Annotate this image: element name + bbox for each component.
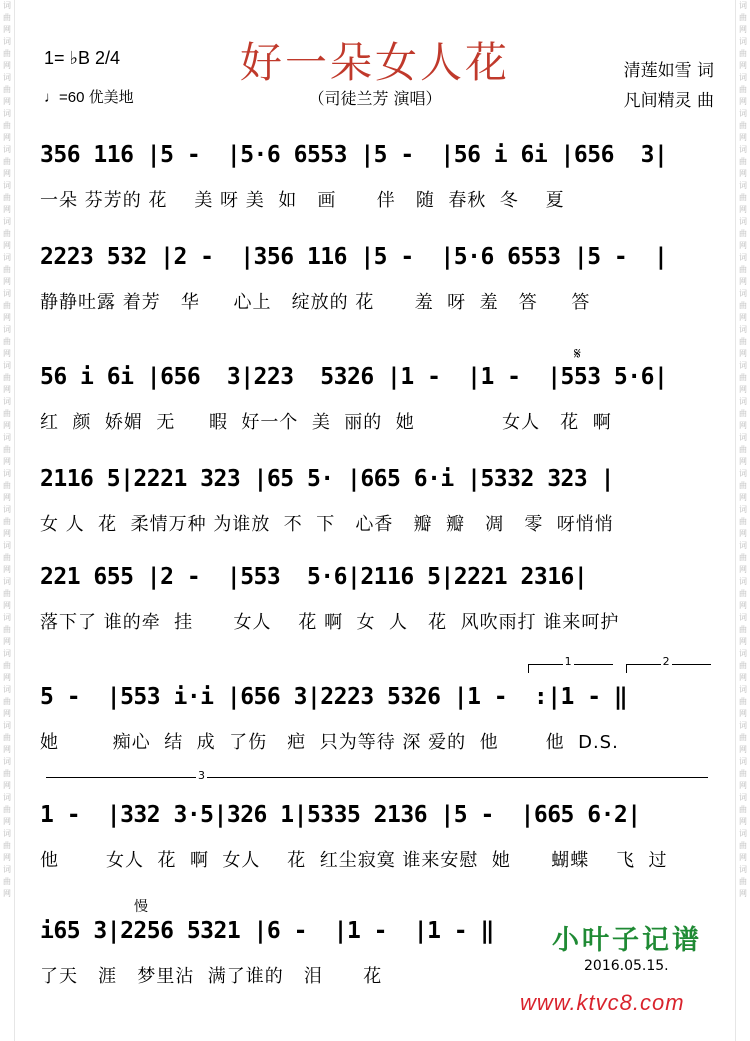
lyrics-line: 一朵 芬芳的 花 美 呀 美 如 画 伴 随 春秋 冬 夏 — [40, 190, 565, 211]
side-watermark-left: 词曲网 词曲网 词曲网 词曲网 词曲网 词曲网 词曲网 词曲网 词曲网 词曲网 词曲网 词曲网 词曲网 词曲网 词曲网 词曲网 词曲网 词曲网 词曲网 词曲网 词曲网 词曲网 词曲网 词曲网 词曲网 — [0, 0, 15, 1041]
volta-bracket-2 — [626, 655, 711, 673]
song-subtitle: （司徒兰芳 演唱） — [308, 89, 442, 108]
transcriber-stamp: 小叶子记谱 — [552, 925, 702, 956]
lyrics-line: 落下了 谁的牵 挂 女人 花 啊 女 人 花 风吹雨打 谁来呵护 — [40, 612, 620, 633]
volta-bracket-1 — [528, 655, 613, 673]
lyrics-line: 女 人 花 柔情万种 为谁放 不 下 心香 瓣 瓣 凋 零 呀悄悄 — [40, 514, 614, 535]
coda-bracket-3 — [46, 769, 708, 784]
notes-line: 221 655 |2 - |553 5·6|2116 5|2221 2316| — [40, 564, 588, 590]
lyrics-line: 她 痴心 结 成 了伤 疤 只为等待 深 爱的 他 他 D.S. — [40, 732, 619, 753]
lyrics-line: 了天 涯 梦里沾 满了谁的 泪 花 — [40, 966, 383, 987]
site-watermark: www.ktvc8.com — [520, 990, 685, 1015]
lyrics-line: 红 颜 娇媚 无 暇 好一个 美 丽的 她 女人 花 啊 — [40, 412, 612, 433]
lyrics-line: 他 女人 花 啊 女人 花 红尘寂寞 谁来安慰 她 蝴蝶 飞 过 — [40, 850, 668, 871]
volta-number-2: 2 — [662, 655, 670, 668]
notes-line: 2116 5|2221 323 |65 5· |665 6·i |5332 323 | — [40, 466, 614, 492]
tempo-marking: ♩=60 优美地 — [44, 89, 134, 106]
notes-line: 2223 532 |2 - |356 116 |5 - |5·6 6553 |5 - | — [40, 244, 668, 270]
composer-credit: 凡间精灵 曲 — [623, 91, 714, 111]
notes-line: 5 - |553 i·i |656 3|2223 5326 |1 - :|1 - ‖ — [40, 684, 628, 710]
song-title: 好一朵女人花 — [239, 38, 510, 87]
notes-line: i65 3|2256 5321 |6 - |1 - |1 - ‖ — [40, 918, 494, 944]
notes-line: 356 116 |5 - |5·6 6553 |5 - |56 i 6i |656 3| — [40, 142, 668, 168]
side-watermark-right: 词曲网 词曲网 词曲网 词曲网 词曲网 词曲网 词曲网 词曲网 词曲网 词曲网 词曲网 词曲网 词曲网 词曲网 词曲网 词曲网 词曲网 词曲网 词曲网 词曲网 词曲网 词曲网 词曲网 词曲网 词曲网 — [735, 0, 750, 1041]
notes-line: 56 i 6i |656 3|223 5326 |1 - |1 - |553 5·6| — [40, 364, 668, 390]
key-signature: 1= ♭B 2/4 — [44, 48, 121, 68]
transcription-date: 2016.05.15. — [584, 958, 669, 974]
notes-line: 1 - |332 3·5|326 1|5335 2136 |5 - |665 6·2| — [40, 802, 641, 828]
slow-marking: 慢 — [134, 899, 148, 915]
lyrics-line: 静静吐露 着芳 华 心上 绽放的 花 羞 呀 羞 答 答 — [40, 292, 591, 313]
segno-sign: 𝄋 — [574, 344, 581, 363]
volta-number-1: 1 — [564, 655, 572, 668]
coda-number-3: 3 — [198, 769, 205, 782]
lyricist-credit: 清莲如雪 词 — [623, 61, 714, 81]
